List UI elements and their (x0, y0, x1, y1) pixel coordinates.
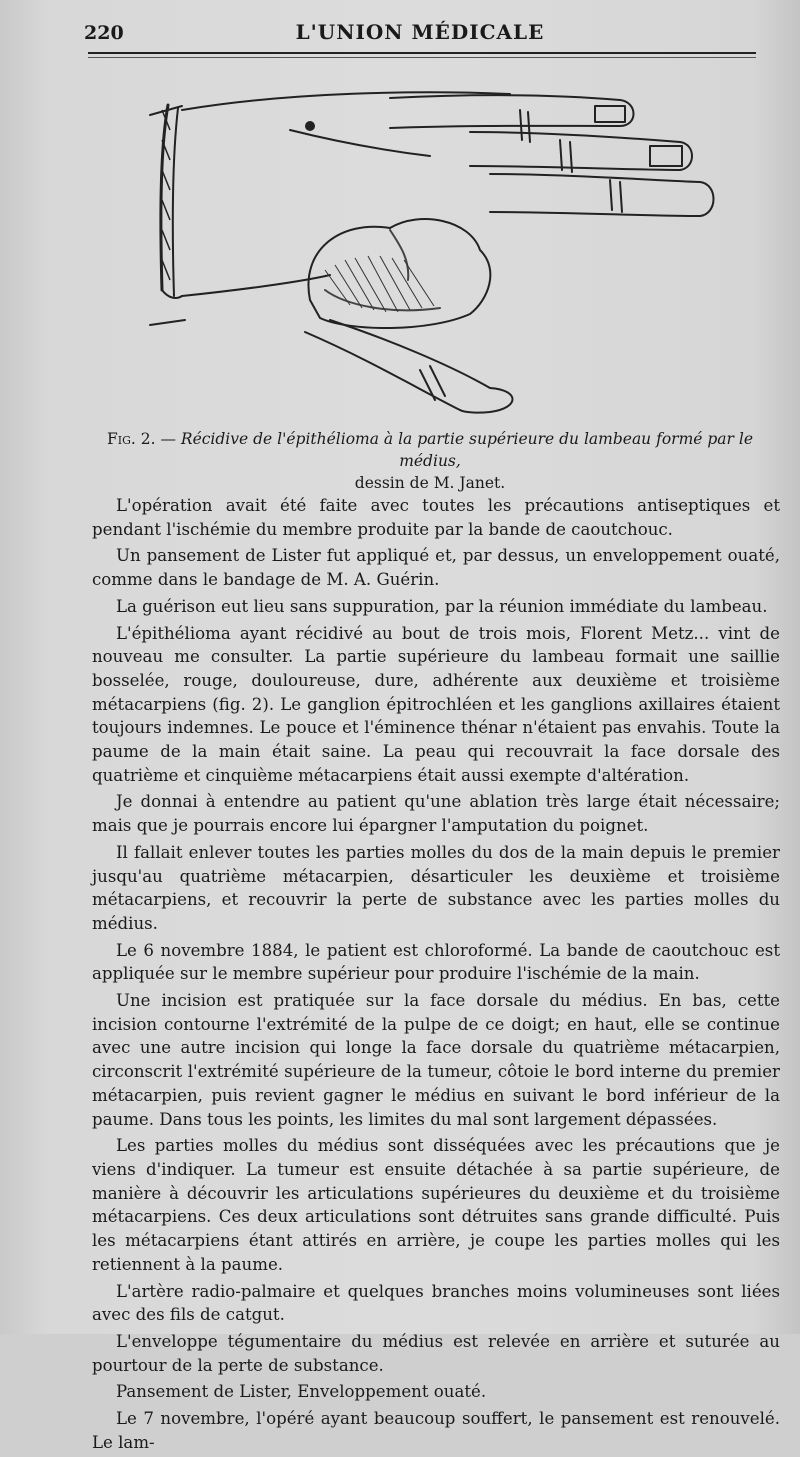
paragraph: L'artère radio-palmaire et quelques branches moins volumineuses sont liées avec des fils de catgut. (92, 1281, 780, 1325)
page-number: 220 (84, 22, 124, 44)
article-body (92, 494, 780, 1457)
paragraph: Les parties molles du médius sont disséquées avec les précautions que je viens d'indiquer. La tumeur est ensuite détachée à sa partie supérieure, de manière à découvrir les articulations supérieures du deuxième et du troisième métacarpiens. Ces deux articulations sont détruites sans grande difficulté. Puis les métacarpiens étant attirés en arrière, je coupe les parties molles qui les retiennent à la paume. (92, 1136, 780, 1274)
paragraph: Il fallait enlever toutes les parties molles du dos de la main depuis le premier jusqu'au quatrième métacarpien, désarticuler les deuxième et troisième métacarpiens, et recouvrir la perte de substance avec les parties molles du médius. (92, 842, 780, 933)
header-rule-thin (88, 57, 756, 58)
figure-caption (100, 428, 760, 494)
header-rule (88, 52, 756, 54)
paragraph: L'enveloppe tégumentaire du médius est relevée en arrière et suturée au pourtour de la perte de substance. (92, 1331, 780, 1375)
paragraph: Je donnai à entendre au patient qu'une ablation très large était nécessaire; mais que je pourrais encore lui épargner l'amputation du poignet. (92, 792, 780, 836)
figure-label: Fig. 2. (107, 430, 156, 448)
figure-caption-credit: dessin de M. Janet. (354, 474, 506, 492)
paragraph: Une incision est pratiquée sur la face dorsale du médius. En bas, cette incision contourne l'extrémité de la pulpe de ce doigt; en haut, elle se continue avec une autre incision qui longe la face dorsale du quatrième métacarpien, circonscrit l'extrémité supérieure de la tumeur, côtoie le bord interne du premier métacarpien, puis revient gagner le médius en suivant le bord inférieur de la paume. Dans tous les points, les limites du mal sont largement dépassées. (92, 991, 780, 1129)
paragraph: L'opération avait été faite avec toutes les précautions antiseptiques et pendant l'ischémie du membre produite par la bande de caoutchouc. (92, 496, 780, 539)
paragraph: Un pansement de Lister fut appliqué et, par dessus, un enveloppement ouaté, comme dans le bandage de M. A. Guérin. (92, 546, 780, 590)
paragraph: L'épithélioma ayant récidivé au bout de trois mois, Florent Metz... vint de nouveau me consulter. La partie supérieure du lambeau formait une saillie bosselée, rouge, douloureuse, dure, adhérente aux deuxième et troisième métacarpiens (fig. 2). Le ganglion épitrochléen et les ganglions axillaires étaient toujours indemnes. Le pouce et l'éminence thénar n'étaient pas envahis. Toute la paume de la main était saine. La peau qui recouvrait la face dorsale des quatrième et cinquième métacarpiens était aussi exempte d'altération. (92, 623, 780, 785)
figure-caption-text: — Récidive de l'épithélioma à la partie supérieure du lambeau formé par le médius, (160, 430, 753, 470)
paragraph: Pansement de Lister, Enveloppement ouaté. (116, 1382, 487, 1402)
paragraph: Le 7 novembre, l'opéré ayant beaucoup souffert, le pansement est renouvelé. Le lam- (92, 1409, 780, 1452)
paragraph: La guérison eut lieu sans suppuration, par la réunion immédiate du lambeau. (116, 596, 768, 616)
running-head: L'UNION MÉDICALE (295, 20, 545, 44)
hand-illustration (90, 70, 770, 420)
paragraph: Le 6 novembre 1884, le patient est chloroformé. La bande de caoutchouc est appliquée sur le membre supérieur pour produire l'ischémie de la main. (92, 940, 780, 984)
